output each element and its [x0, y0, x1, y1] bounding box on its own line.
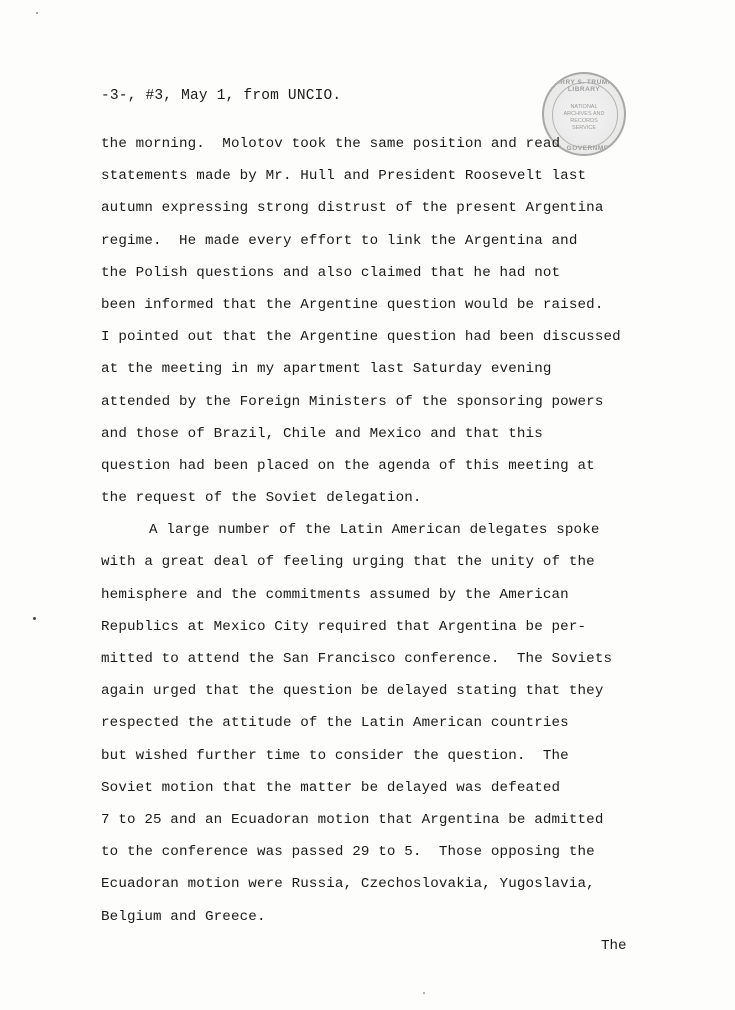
text-line: Republics at Mexico City required that Argentina be per- — [101, 618, 587, 635]
paragraph-1 — [101, 134, 691, 520]
page-header: -3-, #3, May 1, from UNCIO. — [101, 88, 342, 104]
text-line: question had been placed on the agenda of this meeting at — [101, 457, 595, 474]
paragraph-2 — [101, 520, 691, 938]
text-line: but wished further time to consider the question. The — [101, 747, 569, 764]
stamp-ring-bottom-text: U.S. GOVERNMENT — [549, 145, 619, 152]
paper-speck — [33, 617, 36, 620]
text-line: 7 to 25 and an Ecuadoran motion that Argentina be admitted — [101, 811, 604, 828]
text-line: and those of Brazil, Chile and Mexico and that this — [101, 425, 543, 442]
stamp-center-text — [558, 104, 610, 132]
text-line: the request of the Soviet delegation. — [101, 490, 422, 507]
text-line: regime. He made every effort to link the Argentina and — [101, 232, 578, 249]
paper-speck — [423, 992, 425, 994]
text-line: been informed that the Argentine question would be raised. — [101, 296, 604, 313]
stamp-line: RECORDS — [570, 118, 598, 124]
stamp-line: SERVICE — [571, 125, 597, 131]
text-line: Belgium and Greece. — [101, 908, 266, 925]
text-line: autumn expressing strong distrust of the present Argentina — [101, 200, 604, 217]
text-line: the morning. Molotov took the same position and read — [101, 136, 561, 152]
text-line: Soviet motion that the matter be delayed was defeated — [101, 779, 561, 796]
text-line: attended by the Foreign Ministers of the sponsoring powers — [101, 393, 604, 410]
stamp-ring-top-text: HARRY S. TRUMAN LIBRARY — [549, 79, 619, 93]
text-line: the Polish questions and also claimed that he had not — [101, 264, 561, 281]
text-line: Ecuadoran motion were Russia, Czechoslovakia, Yugoslavia, — [101, 876, 595, 893]
text-line: to the conference was passed 29 to 5. Those opposing the — [101, 844, 595, 861]
text-line: A large number of the Latin American delegates spoke — [149, 522, 600, 539]
text-line: at the meeting in my apartment last Saturday evening — [101, 361, 552, 378]
stamp-line: NATIONAL — [570, 104, 598, 110]
stamp-line: ARCHIVES AND — [563, 111, 605, 117]
text-line: hemisphere and the commitments assumed by the American — [101, 586, 569, 603]
text-line: mitted to attend the San Francisco conference. The Soviets — [101, 651, 613, 667]
text-line: I pointed out that the Argentine question had been discussed — [101, 329, 621, 346]
text-line: again urged that the question be delayed stating that they — [101, 683, 604, 700]
continuation-word: The — [601, 938, 627, 954]
text-line: respected the attitude of the Latin American countries — [101, 715, 569, 732]
text-line: statements made by Mr. Hull and President Roosevelt last — [101, 168, 587, 185]
document-body — [101, 134, 691, 939]
text-line: with a great deal of feeling urging that the unity of the — [101, 554, 595, 571]
paper-speck — [36, 12, 38, 14]
